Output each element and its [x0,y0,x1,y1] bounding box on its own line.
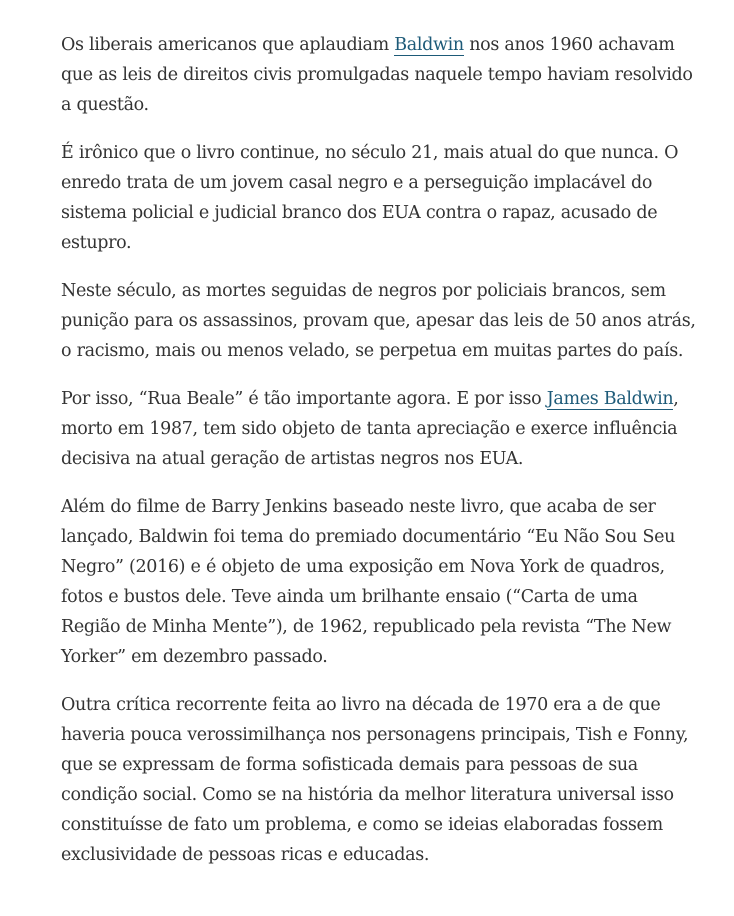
paragraph-text: nos anos 1960 achavam que as leis de direitos civis promulgadas naquele tempo haviam resolvido a questão. [61,35,693,115]
article-body [61,30,701,888]
paragraph-ironic: É irônico que o livro continue, no século 21, mais atual do que nunca. O enredo trata de um jovem casal negro e a perseguição implacável do sistema policial e judicial branco dos EUA contra o rapaz, acusado de estupro. [61,143,679,253]
paragraph-text: Por isso, “Rua Beale” é tão importante agora. E por isso [61,389,547,409]
paragraph-film-documentary: Além do filme de Barry Jenkins baseado neste livro, que acaba de ser lançado, Baldwin foi tema do premiado documentário “Eu Não Sou Seu Negro” (2016) e é objeto de uma exposição em Nova York de quadros, fotos e bustos dele. Teve ainda um brilhante ensaio (“Carta de uma Região de Minha Mente”), de 1962, republicado pela revista “The New Yorker” em dezembro passado. [61,497,676,667]
james-baldwin-link[interactable]: James Baldwin [546,389,674,409]
paragraph-this-century: Neste século, as mortes seguidas de negros por policiais brancos, sem punição para os assassinos, provam que, apesar das leis de 50 anos atrás, o racismo, mais ou menos velado, se perpetua em muitas partes do país. [61,281,696,361]
paragraph-baldwin-liberals [61,30,701,120]
paragraph-text: Os liberais americanos que aplaudiam [61,35,395,55]
baldwin-link[interactable]: Baldwin [394,35,464,55]
paragraph-criticism: Outra crítica recorrente feita ao livro na década de 1970 era a de que haveria pouca verossimilhança nos personagens principais, Tish e Fonny, que se expressam de forma sofisticada demais para pessoas de sua condição social. Como se na história da melhor literatura universal isso constituísse de fato um problema, e como se ideias elaboradas fossem exclusividade de pessoas ricas e educadas. [61,695,689,865]
paragraph-text: , morto em 1987, tem sido objeto de tanta apreciação e exerce influência decisiva na atual geração de artistas negros nos EUA. [61,389,679,469]
paragraph-rua-beale [61,384,701,474]
